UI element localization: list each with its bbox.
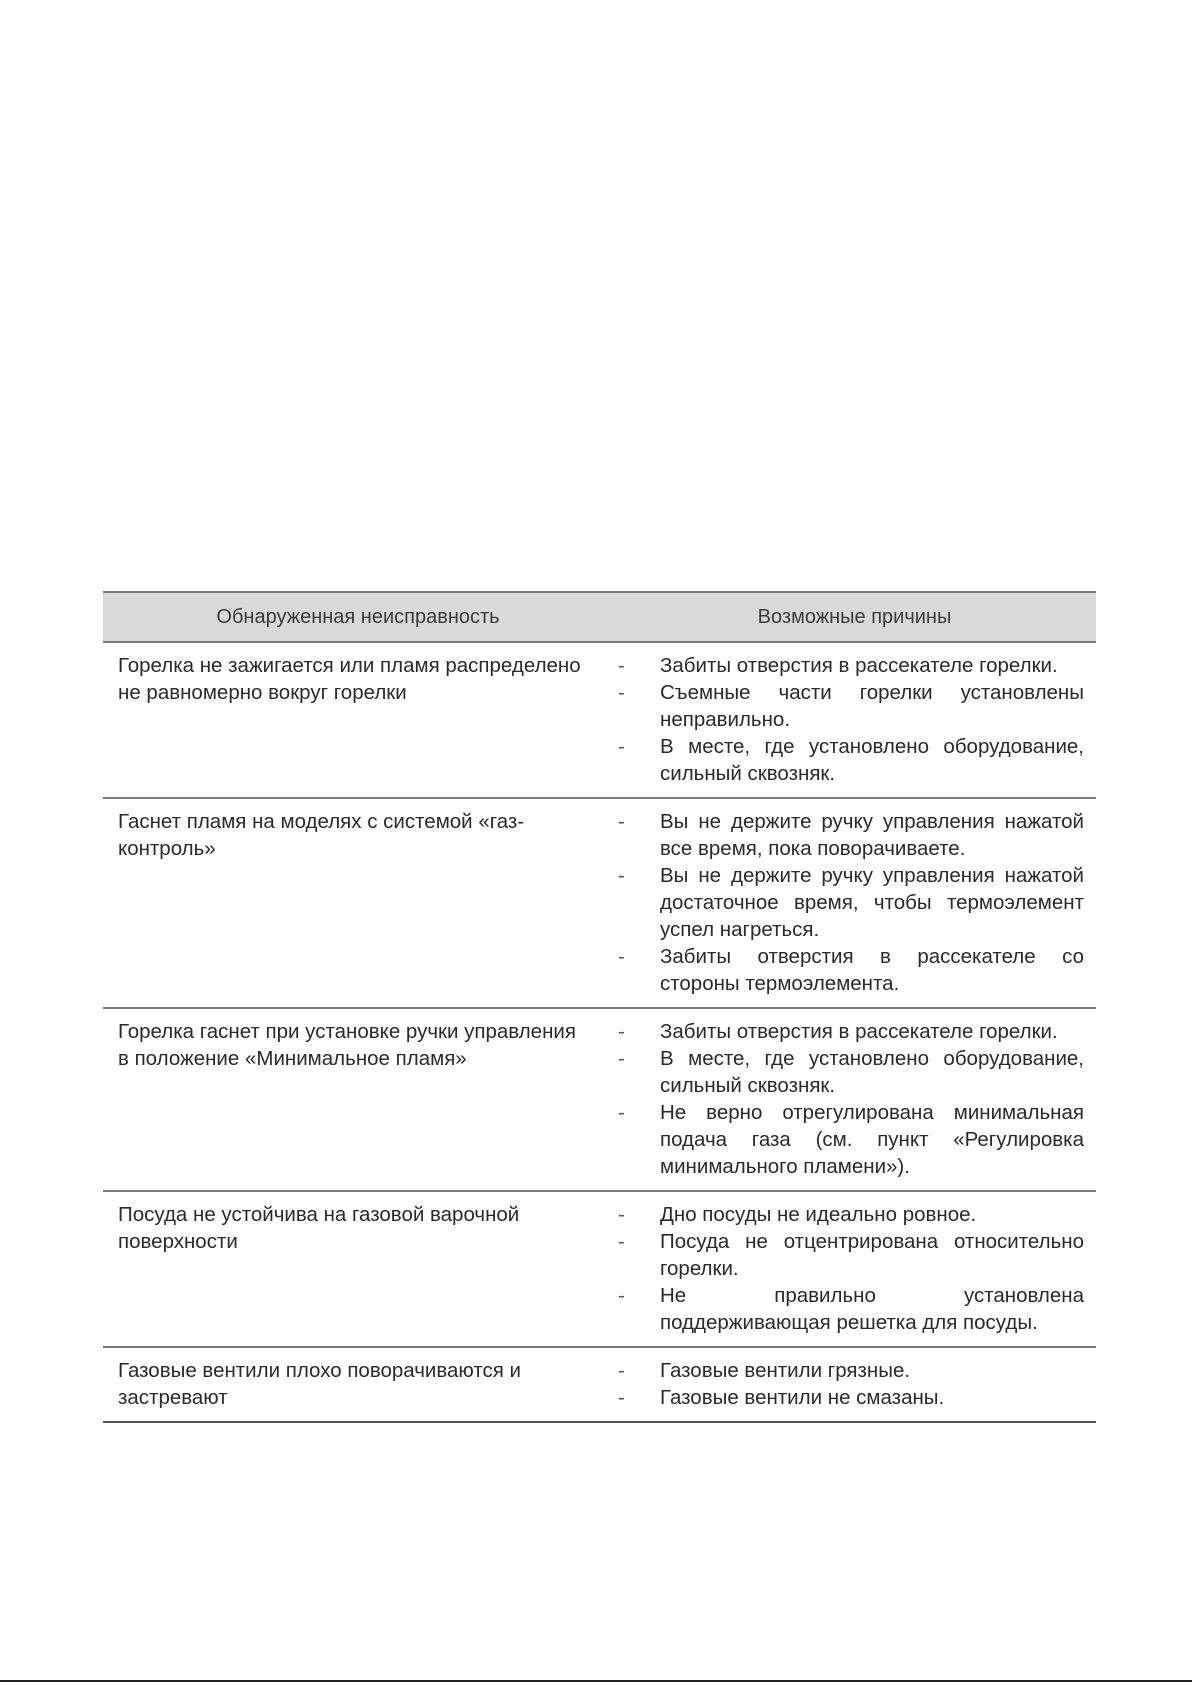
bullet-dash: - xyxy=(618,1101,625,1124)
cause-text: Забиты отверстия в рассекателе горелки. xyxy=(660,1020,1058,1043)
bullet-dash: - xyxy=(618,654,625,677)
bullet-dash: - xyxy=(618,1203,625,1226)
bullet-dash: - xyxy=(618,864,625,887)
table-row xyxy=(103,643,1096,799)
bullet-dash: - xyxy=(618,1230,625,1253)
bullet-dash: - xyxy=(618,1020,625,1043)
cause-text: Дно посуды не идеально ровное. xyxy=(660,1203,977,1226)
bullet-dash: - xyxy=(618,1047,625,1070)
table-header xyxy=(103,591,1096,643)
causes-cell xyxy=(613,1009,1096,1190)
cause-text: Забиты отверстия в рассекателе горелки. xyxy=(660,654,1058,677)
cause-text: Не правильно установлена поддерживающая решетка для посуды. xyxy=(660,1284,1084,1334)
causes-cell xyxy=(613,1192,1096,1346)
table-row xyxy=(103,1009,1096,1192)
bullet-dash: - xyxy=(618,1284,625,1307)
problem-cell: Посуда не устойчива на газовой варочной поверхности xyxy=(118,1203,520,1253)
problem-cell: Горелка гаснет при установке ручки управления в положение «Минимальное пламя» xyxy=(118,1020,576,1070)
cause-item xyxy=(613,733,1084,787)
table-row xyxy=(103,1192,1096,1348)
causes-cell xyxy=(613,1348,1096,1421)
header-causes: Возможные причины xyxy=(757,605,952,628)
cause-text: В месте, где установлено оборудование, сильный сквозняк. xyxy=(660,1047,1084,1097)
cause-text: Не верно отрегулирована минимальная подача газа (см. пункт «Регулировка минимального пламени»). xyxy=(660,1101,1084,1178)
table-row xyxy=(103,1348,1096,1423)
bullet-dash: - xyxy=(618,681,625,704)
causes-cell xyxy=(613,799,1096,1007)
cause-text: Газовые вентили грязные. xyxy=(660,1359,911,1382)
cause-item xyxy=(613,1384,1084,1411)
bullet-dash: - xyxy=(618,735,625,758)
cause-item xyxy=(613,1357,1084,1384)
cause-item xyxy=(613,1228,1084,1282)
cause-item xyxy=(613,862,1084,943)
problem-cell: Газовые вентили плохо поворачиваются и застревают xyxy=(118,1359,522,1409)
cause-item xyxy=(613,679,1084,733)
cause-text: Вы не держите ручку управления нажатой все время, пока поворачиваете. xyxy=(660,810,1084,860)
cause-text: В месте, где установлено оборудование, сильный сквозняк. xyxy=(660,735,1084,785)
cause-item xyxy=(613,1201,1084,1228)
cause-text: Посуда не отцентрирована относительно горелки. xyxy=(660,1230,1084,1280)
page-bottom-rule xyxy=(0,1680,1192,1682)
cause-text: Съемные части горелки установлены неправильно. xyxy=(660,681,1084,731)
header-problem: Обнаруженная неисправность xyxy=(216,605,500,628)
bullet-dash: - xyxy=(618,1386,625,1409)
problem-cell: Горелка не зажигается или пламя распределено не равномерно вокруг горелки xyxy=(118,654,581,704)
problem-cell: Гаснет пламя на моделях с системой «газ-контроль» xyxy=(118,810,525,860)
cause-item xyxy=(613,1282,1084,1336)
cause-item xyxy=(613,943,1084,997)
cause-item xyxy=(613,1018,1084,1045)
bullet-dash: - xyxy=(618,1359,625,1382)
cause-item xyxy=(613,1045,1084,1099)
causes-cell xyxy=(613,643,1096,797)
table-row xyxy=(103,799,1096,1009)
cause-text: Газовые вентили не смазаны. xyxy=(660,1386,945,1409)
cause-text: Вы не держите ручку управления нажатой достаточное время, чтобы термоэлемент успел нагреться. xyxy=(660,864,1084,941)
cause-item xyxy=(613,808,1084,862)
bullet-dash: - xyxy=(618,945,625,968)
cause-item xyxy=(613,652,1084,679)
troubleshooting-table xyxy=(103,591,1096,1423)
cause-text: Забиты отверстия в рассекателе со стороны термоэлемента. xyxy=(660,945,1084,995)
bullet-dash: - xyxy=(618,810,625,833)
cause-item xyxy=(613,1099,1084,1180)
